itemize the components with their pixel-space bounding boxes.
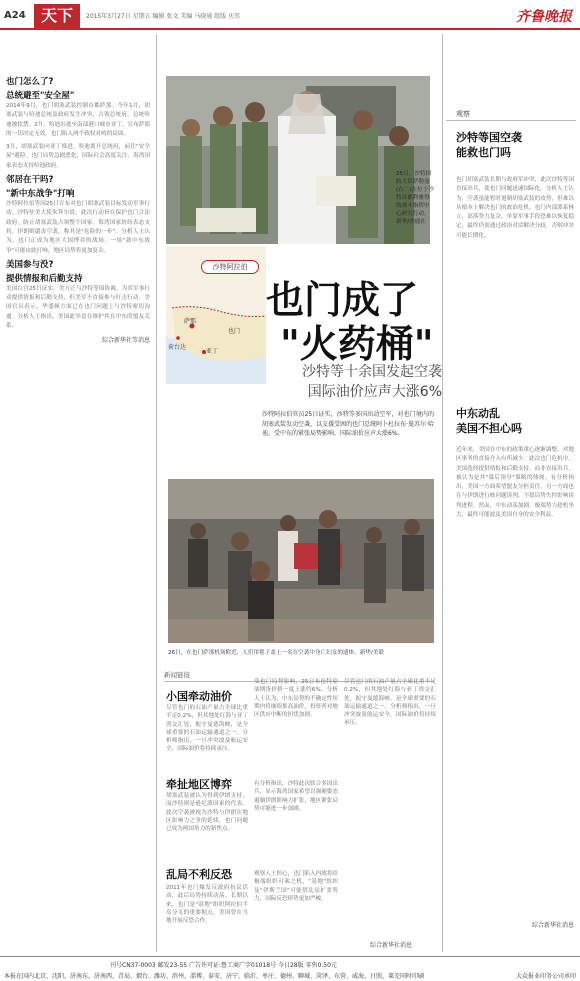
left-heading-2b: "新中东战争"打响 [6, 189, 75, 200]
left-column [6, 74, 150, 952]
news-heading-1: 小国牵动油价 [166, 690, 232, 703]
right-heading-1a: 沙特等国空袭 [456, 131, 522, 144]
right-heading-2a: 中东动乱 [456, 407, 500, 420]
footer [0, 956, 580, 981]
section-title: 天下 [34, 4, 80, 28]
left-signature: 综合新华社等消息 [101, 337, 150, 345]
left-paragraph: 3月，胡塞武装向亚丁推进，哈迪离开总统府，前往"安全屋"避险。也门局势急剧恶化，国际社会高度关注，海湾国家表态支持哈迪政府。 [6, 144, 150, 169]
left-heading-1b: 总统避至"安全屋" [6, 91, 75, 101]
right-heading-1 [456, 130, 576, 160]
news-body: 观察人士担心，也门陷入内战将给极端组织可乘之机，"基地"组织及"伊斯兰国"可能借乱局扩张势力，国际反恐形势更加严峻。 [254, 871, 338, 902]
left-paragraph: 沙特阿拉伯等国25日宣布对也门胡塞武装目标发动军事行动。沙特驻美大使朱拜尔说，此次行动旨在保护也门合法政府，防止胡塞武装占领整个国家。海湾国家纷纷表态支持。伊朗则谴责空袭，称其是"危险的一步"。分析人士认为，也门正成为地区大国博弈的战场，一场"新中东战争"可能由此打响，地区局势将更加复杂。 [6, 201, 150, 254]
news-body: 胡塞武装被认为得到伊朗支持，而沙特则是逊尼派国家的代表。此次空袭被视为沙特与伊朗在地区影响力之争的延续，也门问题已成为两国角力的新焦点。 [166, 793, 248, 833]
left-paragraph: 2014年9月，也门胡塞武装控制首都萨那。今年1月，胡塞武装与哈迪总统及政府发生冲突，占领总统府，总统哈迪被软禁。2月，哈迪出逃至南部港口城市亚丁，宣布萨那的一切决定无效。也门陷入两个政权对峙的局面。 [6, 103, 150, 137]
news-body: 尽管也门的石油产量占全球比重不足0.2%，但其地处红海与亚丁湾交汇处，扼守曼德海峡，是全球重要的石油运输通道之一。分析师指出，一旦冲突波及航运安全，国际油价将持续承压。 [344, 679, 436, 727]
left-heading-3a: 美国参与没? [6, 259, 54, 270]
issue-meta: 2015年3月27日 星期五 编辑 张文 美编 马晓通 组版 庆男 [86, 13, 241, 20]
headline-line-1: 也门成了 [266, 277, 419, 322]
subheadline-line-2: 国际油价应声大涨6% [307, 384, 442, 400]
masthead [0, 0, 580, 30]
lede-paragraph: 沙特阿拉伯官员25日证实，沙特等多国出动空军，对也门境内的胡塞武装发动空袭，以支援受困的也门总统阿卜杜拉布·曼苏尔·哈迪。受中东的紧张局势影响，国际油价应声大涨6%。 [262, 411, 434, 438]
photo-caption: 25日，沙特国防大臣萨勒曼(右二)在位于沙特首都利雅得的战斗指挥中心研究行动。新华/沙通社 [396, 171, 434, 225]
news-link-label: 新闻链接 [164, 671, 190, 679]
command-center-photo [166, 76, 430, 244]
news-body: 2011年也门爆发反政府抗议活动，此后局势持续动荡。长期以来，也门是"基地"组织阿拉伯半岛分支的重要据点，美国曾在当地开展反恐合作。 [166, 885, 248, 925]
left-heading-2a: 邻居在干吗? [6, 175, 54, 186]
map-label-hodeidah: 荷台达 [168, 344, 187, 351]
right-signature: 综合新华社消息 [531, 922, 574, 929]
right-heading-1b: 能救也门吗 [456, 146, 511, 159]
right-body: 也门胡塞武装长期与政府军冲突，此次沙特等国直接出兵，使也门问题迅速国际化。分析人士认为，空袭虽能暂时遏制胡塞武装的攻势，但难以从根本上解决也门的政治危机。也门内部派系林立，部落势力复杂，单靠军事手段恐难以恢复稳定，最终仍需通过政治对话解决分歧，否则冲突可能长期化。 [456, 177, 574, 239]
map-label-saudi: 沙特阿拉伯 [201, 260, 259, 274]
column-divider [156, 34, 157, 952]
page-number: A24 [4, 10, 26, 21]
footer-printing: 本报在国内北京、沈阳、济南东、济南西、青岛、烟台、潍坊、滨州、淄博、泰安、济宁、临沂、枣庄、德州、聊城、菏泽、东营、威海、日照、莱芜同时印刷 [4, 973, 425, 980]
right-rule [446, 120, 576, 121]
right-heading-2b: 美国不担心吗 [456, 422, 522, 435]
footer-registration: 刊号CN37-0003 邮发23-55 广告许可证:鲁工商广字01018号 今日28版 零售0.50元 [110, 962, 337, 969]
column-divider [442, 34, 443, 952]
left-heading-3b: 提供情报和后勤支持 [6, 273, 83, 284]
news-body: 有分析指出，沙特此次联合多国出兵，显示海湾国家希望以强硬姿态遏制伊朗影响力扩张，地区紧张局势可能进一步加剧。 [254, 781, 338, 812]
headline [266, 278, 442, 366]
photo-caption: 26日，在也门萨那机场附近，人们用毯子盖上一名在空袭中身亡妇女的遗体。新华/美联 [168, 650, 384, 656]
map-label-yemen: 也门 [228, 328, 241, 335]
left-heading-1a: 也门怎么了? [6, 77, 54, 87]
brand-logo: 齐鲁晚报 [516, 9, 572, 25]
news-signature: 综合新华社消息 [370, 942, 413, 949]
footer-printer: 大众报业印务公司承印 [515, 973, 576, 980]
headline-line-2: "火药桶" [280, 321, 434, 366]
news-body: 尽管也门的石油产量占全球比重不足0.2%，但其地处红海与亚丁湾交汇处，扼守曼德海峡，是全球重要的石油运输通道之一。分析师指出，一旦冲突波及航运安全，国际油价将持续承压。 [166, 705, 248, 753]
subheadline [252, 362, 442, 402]
news-heading-3: 乱局不利反恐 [166, 868, 232, 881]
right-heading-2 [456, 406, 576, 436]
news-heading-2: 牵扯地区博弈 [166, 778, 232, 791]
subheadline-line-1: 沙特等十余国发起空袭 [302, 364, 442, 380]
right-body: 近年来，美国在中东的政策重心逐渐调整，对地区事务的直接介入有所减少。此次也门危机中，美国选择提供情报和后勤支持，而非直接出兵，被认为是其"幕后领导"策略的体现。有分析指出，美国一方面希望盟友分担责任，另一方面也在与伊朗进行核问题谈判，不愿局势失控影响谈判进程。然而，中东动荡加剧，极端势力趁机坐大，最终可能波及美国自身的安全利益。 [456, 447, 574, 519]
airport-scene-photo [168, 479, 434, 643]
map-label-sanaa: 萨那 [184, 318, 197, 325]
news-body: 受也门局势影响，25日布伦特原油期货价格一度上涨约6%。分析人士认为，中东局势的不确定性短期内将继续推高油价，投资者对地区供应中断的担忧加剧。 [254, 679, 338, 719]
left-paragraph: 美国白宫25日证实，美方正与沙特等国协调，为其军事行动提供情报和后勤支持，但美军不直接参与打击行动。美国官员表示，华盛顿方面已在也门问题上与沙特密切沟通。分析人士指出，美国此举意在维护其在中东的盟友关系。 [6, 285, 150, 330]
map-label-aden: 亚丁 [206, 348, 219, 355]
observation-label: 观察 [456, 110, 470, 118]
